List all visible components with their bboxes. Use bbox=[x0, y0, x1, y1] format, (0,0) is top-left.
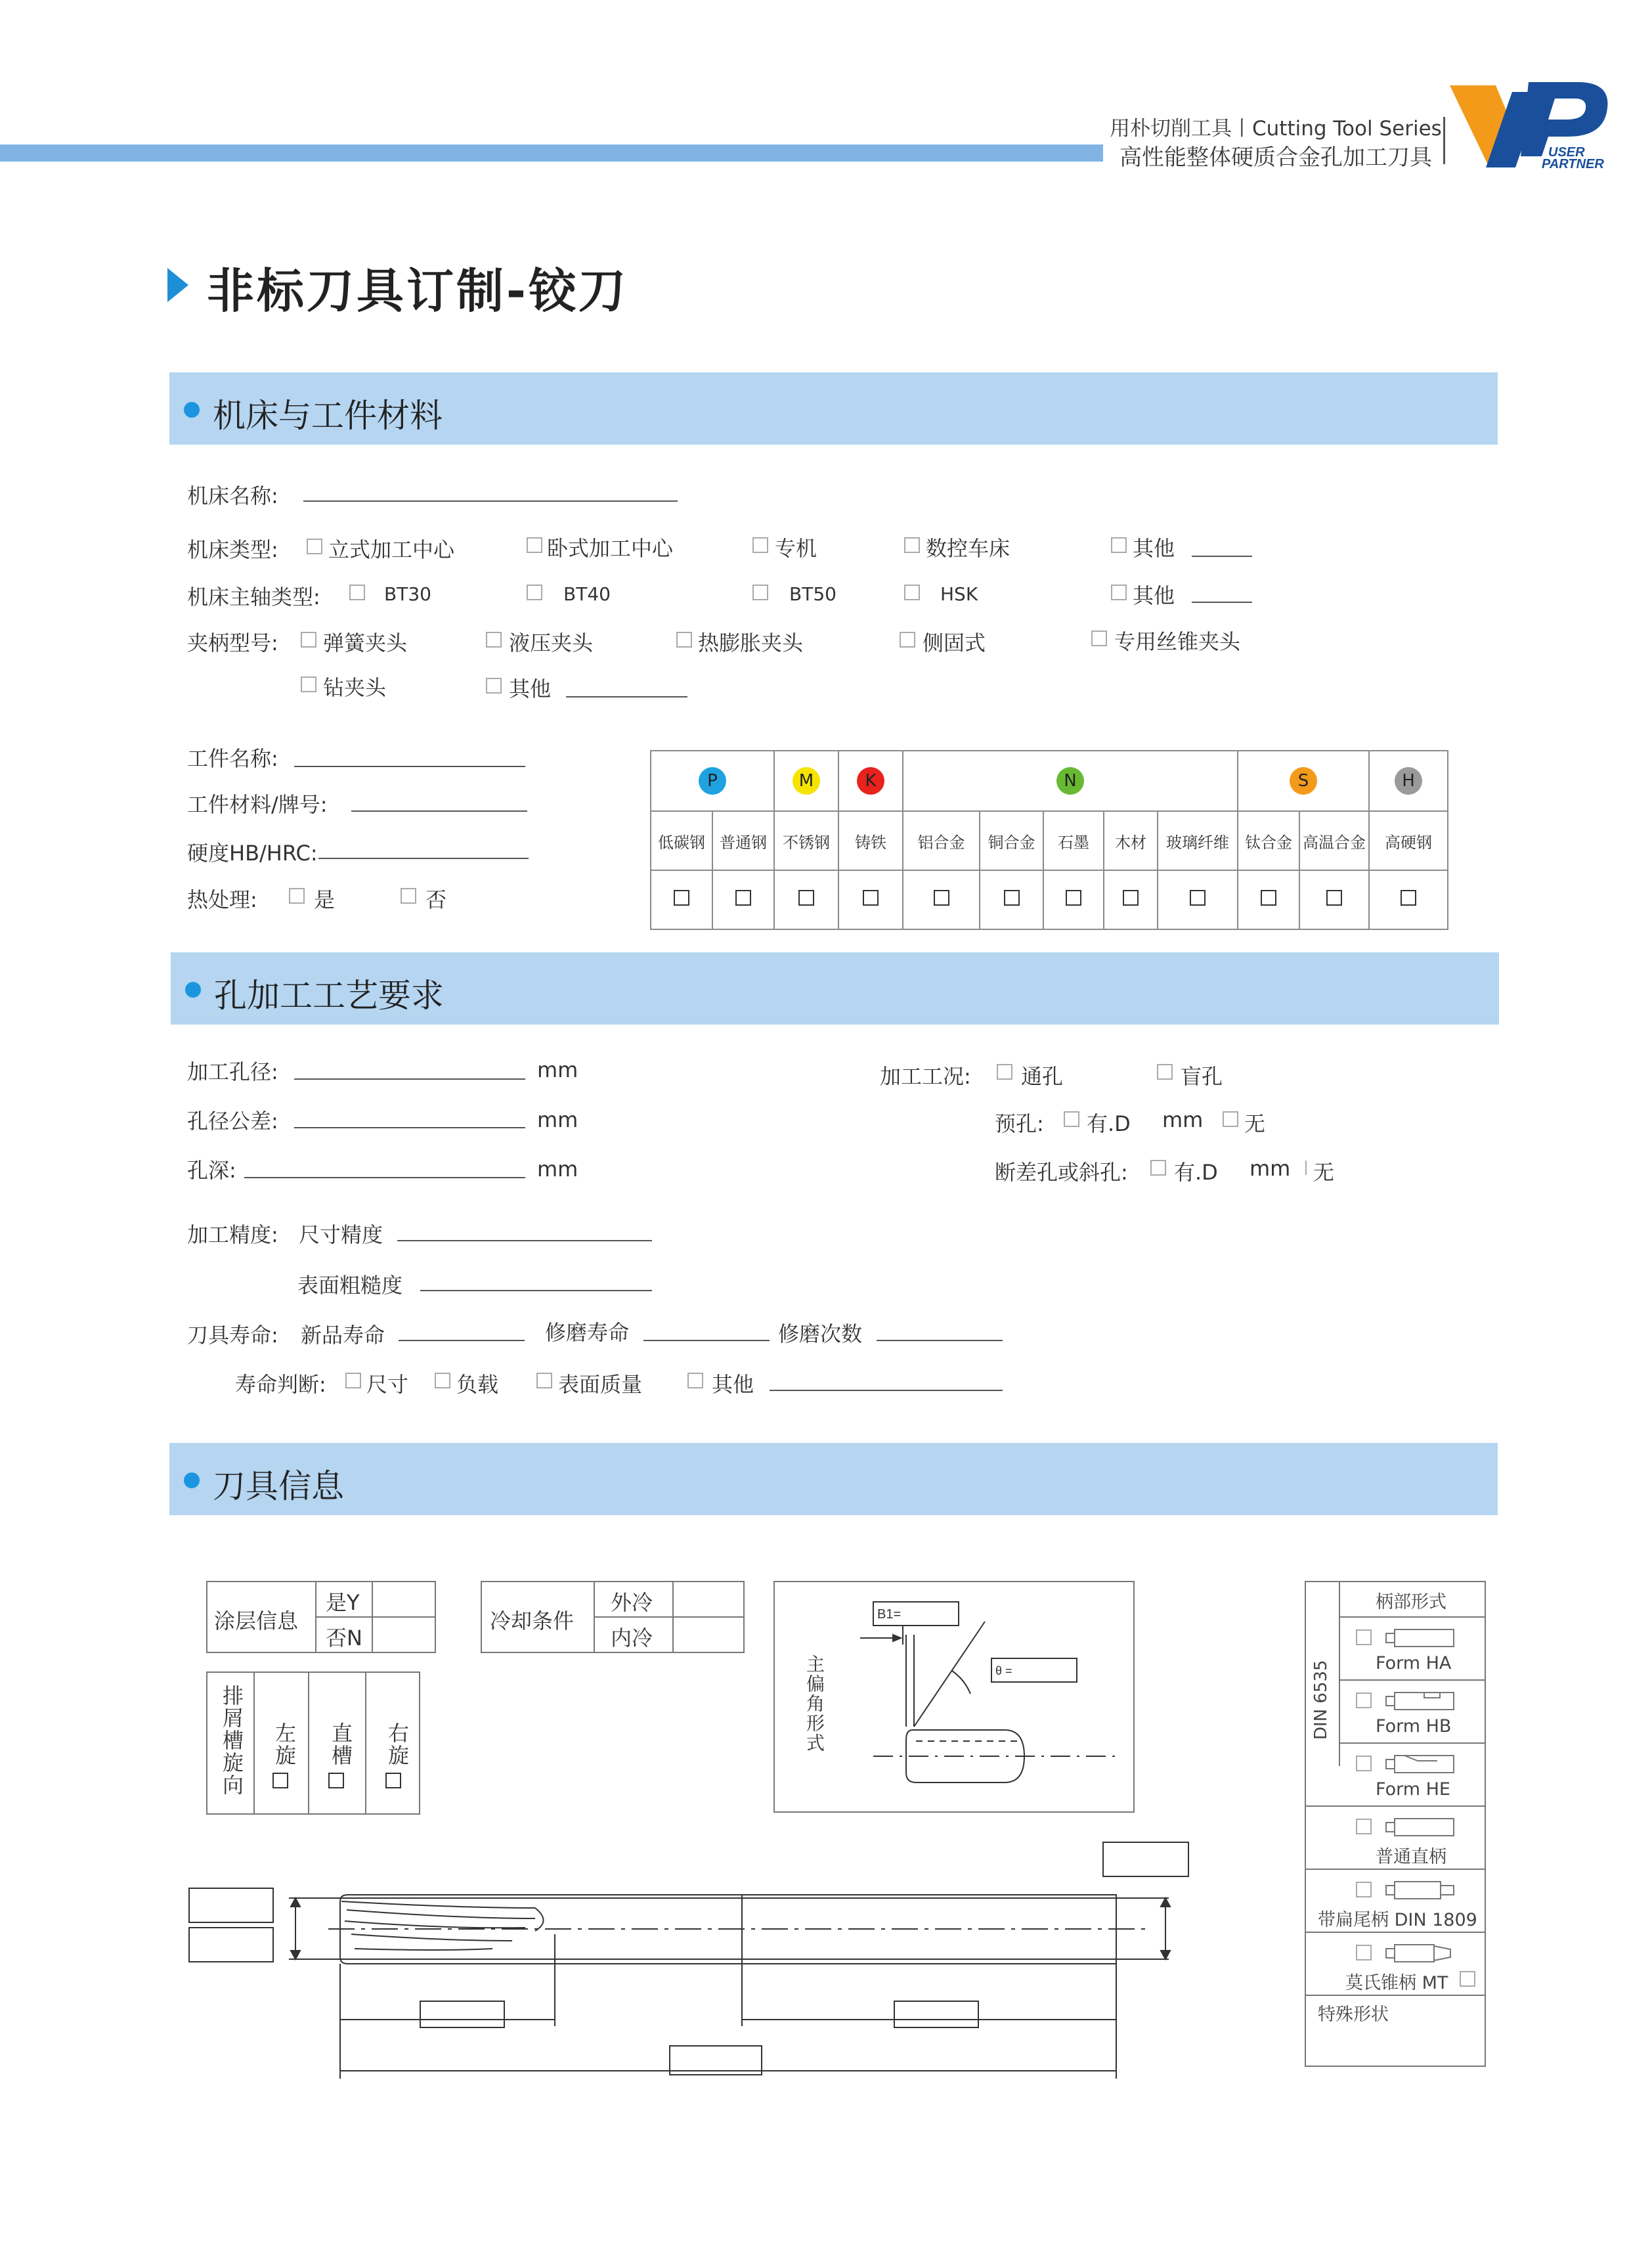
checkbox-type-3[interactable] bbox=[904, 537, 920, 553]
prehole-unit: mm bbox=[1162, 1107, 1204, 1132]
material-name-row bbox=[651, 811, 1448, 870]
material-name: 低碳钢 bbox=[651, 811, 712, 870]
group-m-badge: M bbox=[793, 767, 820, 795]
chamfer-box bbox=[189, 1928, 273, 1962]
material-name: 钛合金 bbox=[1238, 811, 1299, 870]
checkbox-holder-3[interactable] bbox=[900, 632, 915, 648]
holder-option-5: 钻夹头 bbox=[323, 675, 387, 700]
material-checkbox[interactable] bbox=[735, 890, 751, 906]
hardness-label: 硬度HB/HRC: bbox=[187, 841, 318, 866]
checkbox-spindle-0[interactable] bbox=[349, 585, 365, 600]
material-checkbox[interactable] bbox=[1261, 890, 1276, 906]
hole-dia-unit: mm bbox=[537, 1057, 578, 1082]
group-n-badge: N bbox=[1056, 767, 1084, 795]
workpiece-name-label: 工件名称: bbox=[187, 746, 278, 771]
checkbox-prehole-yes[interactable] bbox=[1064, 1111, 1079, 1127]
flute-straight-label: 直槽 bbox=[328, 1722, 353, 1767]
hole-depth-label: 孔深: bbox=[187, 1158, 236, 1183]
shank-morse-label: 莫氏锥柄 MT bbox=[1345, 1973, 1448, 1993]
cooling-label: 冷却条件 bbox=[490, 1608, 575, 1633]
bullet-icon bbox=[185, 982, 201, 998]
material-check-cell[interactable] bbox=[1299, 870, 1369, 929]
checkbox-shank-flat-tang[interactable] bbox=[1356, 1882, 1372, 1897]
lead-angle-label: 主偏角形式 bbox=[804, 1654, 825, 1753]
spindle-other-field[interactable] bbox=[1192, 602, 1252, 603]
shank-he-label: Form HE bbox=[1376, 1779, 1450, 1800]
checkbox-judge-load[interactable] bbox=[435, 1373, 450, 1388]
flute-left-label: 左旋 bbox=[272, 1722, 297, 1767]
table-divider bbox=[365, 1673, 366, 1813]
table-divider bbox=[308, 1673, 309, 1813]
holder-option-1: 液压夹头 bbox=[509, 631, 594, 655]
material-checkbox[interactable] bbox=[1066, 890, 1081, 906]
brand-subtitle-text: 高性能整体硬质合金孔加工刀具 bbox=[1119, 144, 1432, 171]
material-check-cell[interactable] bbox=[838, 870, 903, 929]
material-checkbox[interactable] bbox=[798, 890, 814, 906]
checkbox-spindle-4[interactable] bbox=[1111, 585, 1127, 600]
hole-dia-field[interactable] bbox=[294, 1078, 525, 1080]
group-h-badge: H bbox=[1395, 767, 1422, 795]
shank-form-panel bbox=[1305, 1581, 1486, 2067]
through-hole-label: 通孔 bbox=[1021, 1064, 1064, 1089]
section-title-tool: 刀具信息 bbox=[213, 1467, 344, 1505]
shank-he-icon bbox=[1385, 1753, 1457, 1775]
hole-depth-unit: mm bbox=[537, 1157, 578, 1182]
checkbox-judge-surface[interactable] bbox=[536, 1373, 552, 1388]
table-divider bbox=[1306, 1869, 1485, 1870]
spindle-option-4: 其他 bbox=[1133, 583, 1175, 608]
special-shape-label: 特殊形状 bbox=[1318, 2004, 1389, 2025]
shank-hb-icon bbox=[1385, 1690, 1457, 1712]
material-name: 不锈钢 bbox=[774, 811, 838, 870]
material-name: 铸铁 bbox=[838, 811, 903, 870]
material-checkbox[interactable] bbox=[863, 890, 879, 906]
holder-option-3: 侧固式 bbox=[923, 631, 986, 655]
coating-table bbox=[206, 1581, 436, 1653]
roughness-field[interactable] bbox=[420, 1290, 652, 1291]
material-table bbox=[650, 750, 1448, 930]
coating-label: 涂层信息 bbox=[214, 1608, 299, 1633]
shank-ha-icon bbox=[1385, 1627, 1457, 1649]
machine-type-label: 机床类型: bbox=[187, 537, 278, 562]
table-divider bbox=[315, 1616, 435, 1618]
type-other-field[interactable] bbox=[1192, 556, 1252, 557]
size-precision-field[interactable] bbox=[397, 1240, 652, 1241]
lead-angle-drawing bbox=[854, 1595, 1129, 1805]
material-checkbox[interactable] bbox=[1004, 890, 1020, 906]
judge-other-label: 其他 bbox=[712, 1372, 754, 1397]
material-name: 石墨 bbox=[1043, 811, 1104, 870]
header-accent-bar bbox=[0, 144, 1103, 162]
checkbox-spindle-1[interactable] bbox=[527, 585, 542, 600]
table-divider bbox=[253, 1673, 255, 1813]
section-title-machine: 机床与工件材料 bbox=[213, 397, 443, 435]
flute-direction-table bbox=[206, 1671, 420, 1815]
hole-tol-unit: mm bbox=[537, 1107, 578, 1132]
material-group-row bbox=[651, 751, 1448, 811]
condition-label: 加工工况: bbox=[880, 1064, 971, 1089]
workpiece-name-field[interactable] bbox=[294, 766, 525, 767]
step-no-label: 无 bbox=[1313, 1160, 1335, 1185]
checkbox-spindle-3[interactable] bbox=[904, 585, 920, 600]
spindle-option-2: BT50 bbox=[789, 583, 837, 605]
material-check-cell[interactable] bbox=[1238, 870, 1299, 929]
judge-surface-label: 表面质量 bbox=[558, 1372, 643, 1397]
heat-yes-label: 是 bbox=[314, 887, 336, 912]
checkbox-shank-he[interactable] bbox=[1356, 1756, 1372, 1771]
material-name: 木材 bbox=[1104, 811, 1158, 870]
holder-option-2: 热膨胀夹头 bbox=[698, 631, 804, 655]
overall-diameter-box bbox=[1103, 1842, 1188, 1876]
material-name: 普通钢 bbox=[712, 811, 774, 870]
checkbox-judge-other[interactable] bbox=[687, 1373, 703, 1388]
new-life-label: 新品寿命 bbox=[301, 1323, 385, 1348]
group-p bbox=[651, 751, 774, 811]
checkbox-holder-0[interactable] bbox=[301, 632, 316, 648]
material-check-cell[interactable] bbox=[1369, 870, 1448, 929]
checkbox-flute-right[interactable] bbox=[385, 1773, 401, 1788]
checkbox-judge-size[interactable] bbox=[345, 1373, 361, 1388]
judge-other-field[interactable] bbox=[770, 1390, 1003, 1391]
group-n bbox=[903, 751, 1238, 811]
material-check-cell[interactable] bbox=[1104, 870, 1158, 929]
section-process-header bbox=[171, 952, 1499, 1025]
checkbox-type-0[interactable] bbox=[307, 539, 322, 554]
theta-label: θ = bbox=[995, 1664, 1012, 1677]
coating-yes-label: 是Y bbox=[326, 1590, 360, 1615]
hole-depth-field[interactable] bbox=[244, 1177, 525, 1178]
spindle-label: 机床主轴类型: bbox=[187, 585, 320, 609]
regrind-count-label: 修磨次数 bbox=[778, 1321, 863, 1346]
checkbox-heat-no[interactable] bbox=[401, 888, 416, 904]
table-divider bbox=[1306, 1995, 1485, 1996]
shank-morse-icon bbox=[1385, 1942, 1457, 1964]
flute-right-label: 右旋 bbox=[385, 1722, 410, 1767]
checkbox-holder-4[interactable] bbox=[1091, 631, 1107, 646]
holder-option-6: 其他 bbox=[509, 676, 552, 701]
material-checkbox[interactable] bbox=[1123, 890, 1139, 906]
judge-size-label: 尺寸 bbox=[366, 1372, 409, 1397]
holder-label: 夹柄型号: bbox=[187, 631, 278, 655]
material-checkbox[interactable] bbox=[1326, 890, 1342, 906]
spindle-option-0: BT30 bbox=[384, 583, 431, 605]
checkbox-holder-1[interactable] bbox=[486, 632, 502, 648]
hardness-field[interactable] bbox=[318, 858, 529, 859]
machine-name-label: 机床名称: bbox=[187, 483, 278, 508]
material-name: 高温合金 bbox=[1299, 811, 1369, 870]
new-life-field[interactable] bbox=[399, 1340, 525, 1341]
checkbox-holder-5[interactable] bbox=[301, 676, 316, 692]
material-name: 铝合金 bbox=[903, 811, 980, 870]
size-precision-label: 尺寸精度 bbox=[299, 1222, 383, 1247]
heat-no-label: 否 bbox=[425, 887, 447, 912]
type-option-0: 立式加工中心 bbox=[328, 537, 455, 562]
group-k bbox=[838, 751, 903, 811]
lead-angle-panel bbox=[773, 1581, 1135, 1813]
checkbox-holder-6[interactable] bbox=[486, 678, 502, 694]
shank-hb-label: Form HB bbox=[1376, 1716, 1452, 1737]
material-name: 玻璃纤维 bbox=[1158, 811, 1238, 870]
group-k-badge: K bbox=[857, 767, 884, 795]
table-divider bbox=[1306, 1932, 1485, 1933]
shank-title: 柄部形式 bbox=[1376, 1592, 1446, 1612]
holder-other-field[interactable] bbox=[566, 696, 687, 697]
user-partner-logo bbox=[1450, 79, 1620, 171]
prehole-no-label: 无 bbox=[1244, 1111, 1266, 1136]
material-checkbox[interactable] bbox=[1190, 890, 1206, 906]
prehole-yes-label: 有.D bbox=[1087, 1111, 1131, 1136]
type-option-2: 专机 bbox=[775, 536, 817, 561]
din-6535-label: DIN 6535 bbox=[1311, 1660, 1331, 1740]
material-checkbox[interactable] bbox=[1401, 890, 1416, 906]
step-unit: mm bbox=[1250, 1156, 1291, 1181]
workpiece-material-label: 工件材料/牌号: bbox=[187, 792, 328, 817]
table-divider bbox=[1339, 1616, 1485, 1618]
checkbox-type-4[interactable] bbox=[1111, 537, 1127, 553]
precision-label: 加工精度: bbox=[187, 1222, 278, 1247]
hole-tol-label: 孔径公差: bbox=[187, 1109, 278, 1134]
checkbox-blind-hole[interactable] bbox=[1157, 1064, 1173, 1080]
section-tool-header bbox=[169, 1443, 1498, 1515]
material-name: 铜合金 bbox=[980, 811, 1043, 870]
type-option-3: 数控车床 bbox=[926, 536, 1011, 561]
group-m bbox=[774, 751, 838, 811]
shank-flat-tang-label: 带扁尾柄 DIN 1809 bbox=[1318, 1910, 1477, 1930]
machine-name-field[interactable] bbox=[303, 500, 678, 502]
checkbox-step-yes[interactable] bbox=[1150, 1160, 1166, 1176]
material-name: 高硬钢 bbox=[1369, 811, 1448, 870]
checkbox-type-2[interactable] bbox=[752, 537, 768, 553]
bullet-icon bbox=[184, 402, 200, 418]
checkbox-holder-2[interactable] bbox=[676, 632, 692, 648]
group-p-badge: P bbox=[699, 767, 726, 795]
spindle-option-1: BT40 bbox=[563, 583, 611, 605]
holder-option-4: 专用丝锥夹头 bbox=[1114, 629, 1241, 654]
section-machine-header bbox=[169, 372, 1498, 445]
shank-flat-tang-icon bbox=[1385, 1879, 1457, 1901]
title-arrow-icon bbox=[167, 268, 188, 302]
checkbox-heat-yes[interactable] bbox=[289, 888, 305, 904]
bullet-icon bbox=[184, 1472, 200, 1488]
prehole-label: 预孔: bbox=[995, 1111, 1044, 1136]
brand-series-text: 用朴切削工具丨Cutting Tool Series bbox=[1110, 117, 1442, 141]
cooling-internal-label: 内冷 bbox=[611, 1626, 653, 1650]
hole-dia-label: 加工孔径: bbox=[187, 1059, 278, 1084]
flute-direction-label: 排屑槽旋向 bbox=[219, 1685, 244, 1796]
page-title: 非标刀具订制-铰刀 bbox=[207, 263, 628, 319]
judge-load-label: 负载 bbox=[456, 1372, 499, 1397]
life-judge-label: 寿命判断: bbox=[235, 1372, 326, 1397]
logo-text-partner: PARTNER bbox=[1542, 157, 1604, 171]
hole-tol-field[interactable] bbox=[294, 1127, 525, 1128]
shank-straight-label: 普通直柄 bbox=[1376, 1847, 1446, 1867]
workpiece-material-field[interactable] bbox=[351, 810, 527, 812]
checkbox-type-1[interactable] bbox=[527, 537, 542, 553]
step-hole-label: 断差孔或斜孔: bbox=[995, 1160, 1128, 1185]
shank-ha-label: Form HA bbox=[1376, 1653, 1452, 1673]
section-title-process: 孔加工工艺要求 bbox=[214, 977, 444, 1015]
type-option-4: 其他 bbox=[1133, 536, 1175, 561]
shank-straight-icon bbox=[1385, 1816, 1457, 1838]
heat-treatment-label: 热处理: bbox=[187, 887, 257, 912]
cooling-table bbox=[481, 1581, 745, 1653]
checkbox-through-hole[interactable] bbox=[997, 1064, 1012, 1080]
b1-label: B1= bbox=[877, 1607, 902, 1622]
group-h bbox=[1369, 751, 1448, 811]
group-s bbox=[1238, 751, 1369, 811]
checkbox-shank-morse[interactable] bbox=[1356, 1945, 1372, 1960]
blind-hole-label: 盲孔 bbox=[1181, 1064, 1223, 1089]
type-option-1: 卧式加工中心 bbox=[547, 536, 674, 561]
brand-divider bbox=[1443, 117, 1445, 164]
cooling-external-label: 外冷 bbox=[611, 1590, 653, 1615]
checkbox-shank-straight[interactable] bbox=[1356, 1819, 1372, 1834]
material-check-cell[interactable] bbox=[980, 870, 1043, 929]
table-divider bbox=[1339, 1742, 1485, 1744]
table-divider bbox=[1306, 1805, 1485, 1807]
material-check-cell[interactable] bbox=[1043, 870, 1104, 929]
regrind-count-field[interactable] bbox=[877, 1340, 1003, 1341]
spindle-option-3: HSK bbox=[940, 583, 978, 605]
tip-diameter-box bbox=[189, 1888, 273, 1922]
checkbox-shank-ha[interactable] bbox=[1356, 1629, 1372, 1645]
coating-no-label: 否N bbox=[326, 1626, 362, 1650]
table-divider bbox=[594, 1616, 743, 1618]
roughness-label: 表面粗糙度 bbox=[297, 1273, 403, 1298]
checkbox-shank-hb[interactable] bbox=[1356, 1693, 1372, 1708]
material-checkbox-row bbox=[651, 870, 1448, 929]
group-s-badge: S bbox=[1290, 767, 1317, 795]
checkbox-prehole-no[interactable] bbox=[1223, 1111, 1238, 1127]
checkbox-spindle-2[interactable] bbox=[752, 585, 768, 600]
checkbox-flute-straight[interactable] bbox=[328, 1773, 344, 1788]
material-check-cell[interactable] bbox=[1158, 870, 1238, 929]
regrind-life-label: 修磨寿命 bbox=[545, 1320, 630, 1345]
material-check-cell[interactable] bbox=[903, 870, 980, 929]
material-check-cell[interactable] bbox=[774, 870, 838, 929]
material-check-cell[interactable] bbox=[651, 870, 712, 929]
logo-text-user: USER bbox=[1548, 145, 1585, 160]
checkbox-flute-left[interactable] bbox=[272, 1773, 288, 1788]
material-checkbox[interactable] bbox=[674, 890, 689, 906]
step-yes-label: 有.D bbox=[1174, 1160, 1218, 1185]
material-checkbox[interactable] bbox=[934, 890, 949, 906]
table-divider bbox=[1339, 1582, 1340, 1766]
table-divider bbox=[1339, 1679, 1485, 1681]
holder-option-0: 弹簧夹头 bbox=[323, 631, 408, 655]
regrind-life-field[interactable] bbox=[643, 1340, 770, 1341]
material-check-cell[interactable] bbox=[712, 870, 774, 929]
reamer-dimension-drawing bbox=[184, 1836, 1208, 2112]
tool-life-label: 刀具寿命: bbox=[187, 1323, 278, 1348]
checkbox-morse-mt[interactable] bbox=[1460, 1971, 1475, 1987]
